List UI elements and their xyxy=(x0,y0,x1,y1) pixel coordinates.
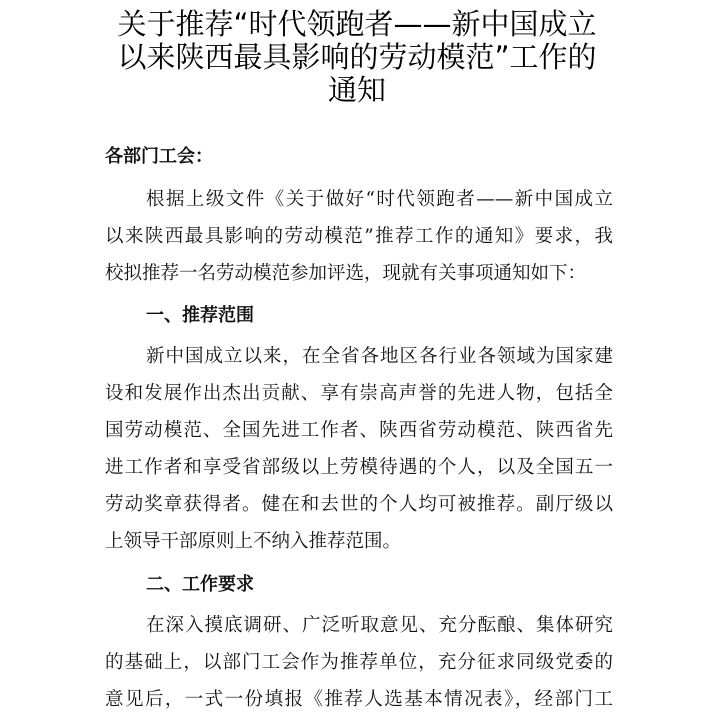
title-line-1: 关于推荐“时代领跑者——新中国成立 xyxy=(117,7,597,41)
section-heading-requirements: 二、工作要求 xyxy=(146,574,254,595)
title-line-3: 通知 xyxy=(327,73,386,107)
document-title xyxy=(60,8,654,107)
paragraph-line: 新中国成立以来，在全省各地区各行业各领域为国家建 xyxy=(146,346,613,367)
paragraph-line: 劳动奖章获得者。健在和去世的个人均可被推荐。副厅级以 xyxy=(105,494,613,515)
paragraph-line: 根据上级文件《关于做好“时代领跑者——新中国成立 xyxy=(146,189,613,210)
paragraph-line: 以来陕西最具影响的劳动模范”推荐工作的通知》要求，我 xyxy=(105,226,613,247)
paragraph-line: 意见后，一式一份填报《推荐人选基本情况表》，经部门工 xyxy=(105,689,613,710)
paragraph-line: 设和发展作出杰出贡献、享有崇高声誉的先进人物，包括全 xyxy=(105,383,613,404)
paragraph-line: 上领导干部原则上不纳入推荐范围。 xyxy=(105,531,402,552)
paragraph-line: 在深入摸底调研、广泛听取意见、充分酝酿、集体研究 xyxy=(146,615,613,636)
paragraph-line: 校拟推荐一名劳动模范参加评选，现就有关事项通知如下： xyxy=(105,263,587,284)
section-heading-scope: 一、推荐范围 xyxy=(146,305,254,326)
paragraph-line: 国劳动模范、全国先进工作者、陕西省劳动模范、陕西省先 xyxy=(105,420,613,441)
paragraph-line: 进工作者和享受省部级以上劳模待遇的个人，以及全国五一 xyxy=(105,457,613,478)
title-line-2: 以来陕西最具影响的劳动模范”工作的 xyxy=(117,40,597,74)
salutation: 各部门工会： xyxy=(105,146,213,167)
paragraph-line: 的基础上，以部门工会作为推荐单位，充分征求同级党委的 xyxy=(105,652,613,673)
